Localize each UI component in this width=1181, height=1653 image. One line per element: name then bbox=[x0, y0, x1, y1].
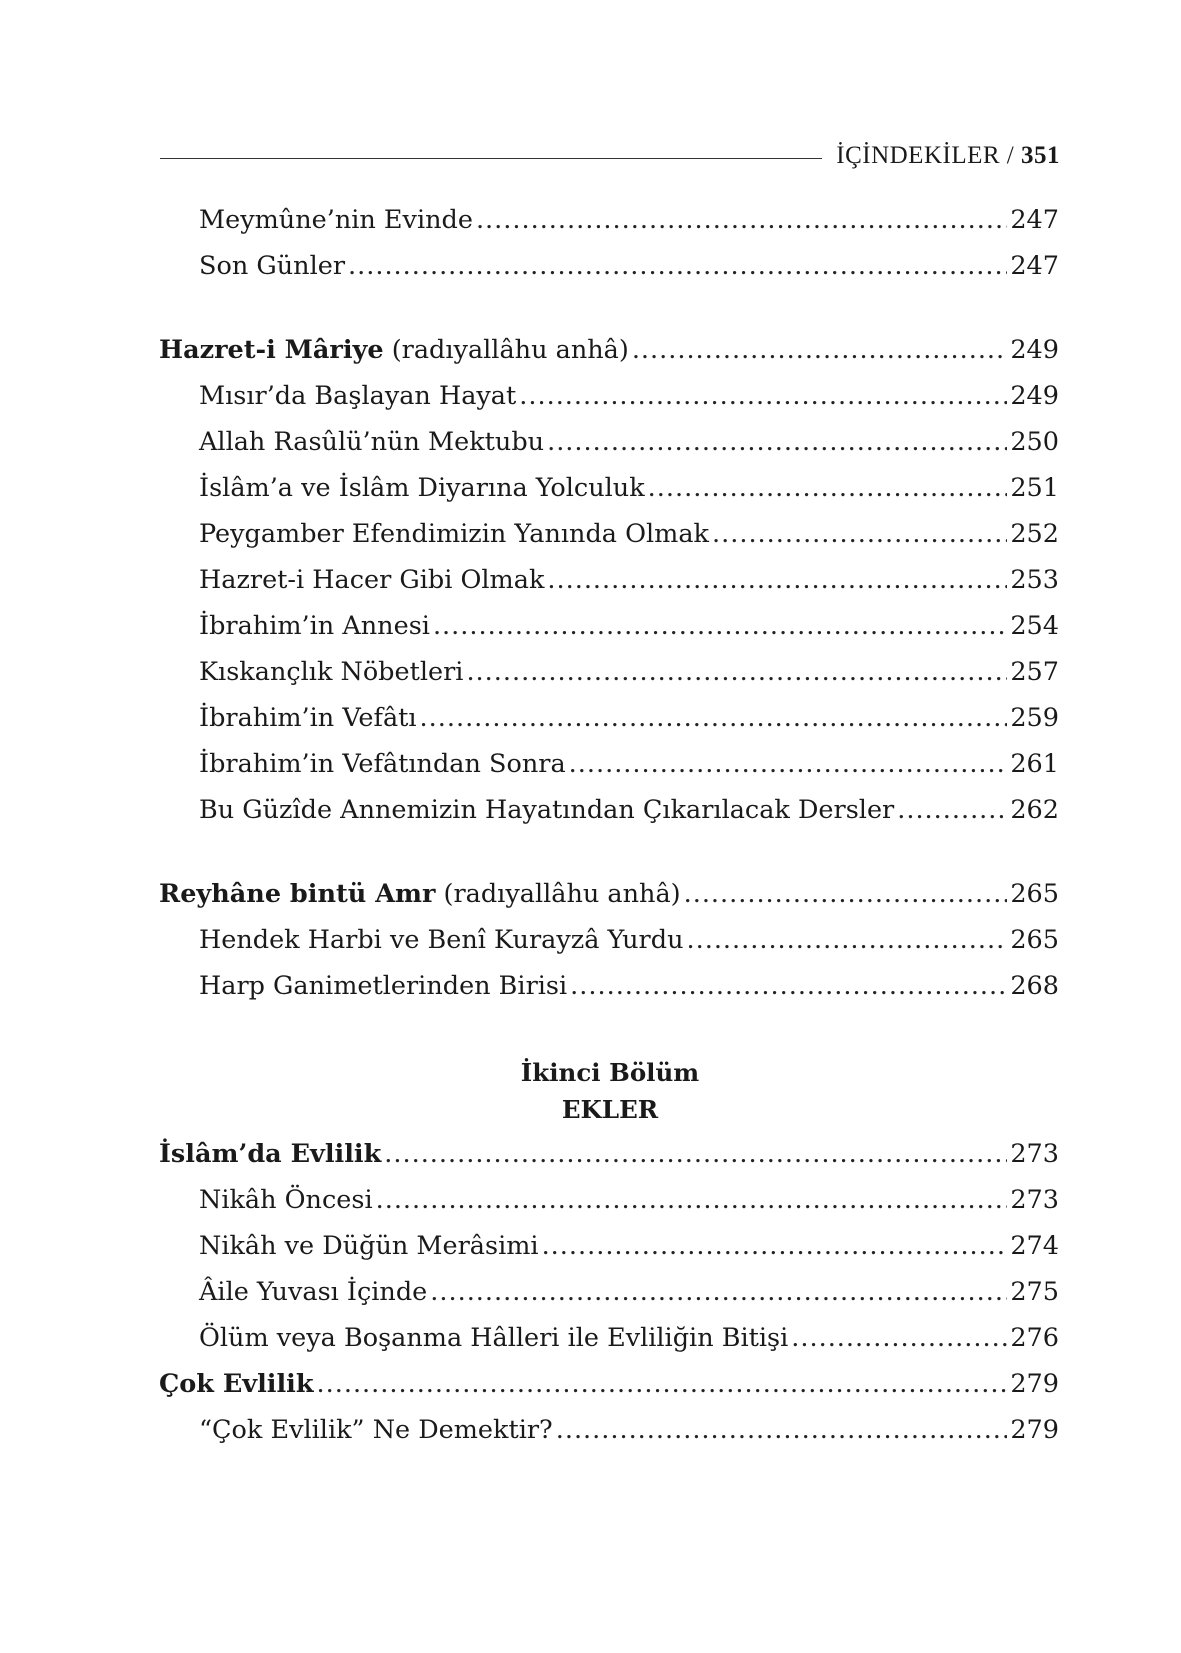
toc-entry bbox=[199, 1272, 1059, 1312]
toc-leader-dots bbox=[420, 698, 1008, 738]
toc-entry bbox=[199, 920, 1059, 960]
header-rule bbox=[160, 158, 822, 159]
toc-leader-dots bbox=[376, 1180, 1008, 1220]
toc-leader-dots bbox=[556, 1410, 1008, 1450]
toc-entry bbox=[199, 514, 1059, 554]
toc-entry-page: 259 bbox=[1010, 703, 1059, 733]
toc-entry-page: 276 bbox=[1010, 1323, 1059, 1353]
toc-entry-title: Meymûne’nin Evinde bbox=[199, 205, 473, 235]
toc-leader-dots bbox=[632, 330, 1008, 370]
toc-leader-dots bbox=[348, 246, 1007, 286]
toc-entry-title: Âile Yuvası İçinde bbox=[199, 1277, 428, 1307]
toc-entry-page: 265 bbox=[1010, 879, 1059, 909]
header-label: İÇİNDEKİLER / bbox=[836, 142, 1015, 169]
toc-entry bbox=[199, 652, 1059, 692]
toc-entry-title-bold: Hazret-i Mâriye bbox=[159, 335, 384, 365]
toc-entry-page: 247 bbox=[1010, 251, 1059, 281]
toc-entry bbox=[199, 560, 1059, 600]
toc-entry bbox=[199, 422, 1059, 462]
toc-entry-page: 253 bbox=[1010, 565, 1059, 595]
toc-entry-title: İbrahim’in Vefâtı bbox=[199, 703, 417, 733]
toc-chapter-entry bbox=[159, 1134, 1059, 1174]
toc-entry-title: Mısır’da Başlayan Hayat bbox=[199, 381, 517, 411]
toc-entry bbox=[199, 1226, 1059, 1266]
toc-entry-title: Nikâh Öncesi bbox=[199, 1185, 373, 1215]
toc-entry bbox=[199, 1318, 1059, 1358]
toc-entry-page: 252 bbox=[1010, 519, 1059, 549]
toc-entry-title-suffix: (radıyallâhu anhâ) bbox=[383, 335, 629, 365]
toc-entry-page: 279 bbox=[1010, 1415, 1059, 1445]
toc-entry-page: 251 bbox=[1010, 473, 1059, 503]
toc-entry bbox=[199, 246, 1059, 286]
toc-leader-dots bbox=[430, 1272, 1007, 1312]
toc-leader-dots bbox=[684, 874, 1008, 914]
toc-entry bbox=[199, 1180, 1059, 1220]
toc-entry-page: 265 bbox=[1010, 925, 1059, 955]
toc-leader-dots bbox=[542, 1226, 1008, 1266]
toc-chapter-entry bbox=[159, 874, 1059, 914]
toc-chapter-entry bbox=[159, 1364, 1059, 1404]
toc-entry-title-bold: İslâm’da Evlilik bbox=[159, 1139, 382, 1169]
toc-leader-dots bbox=[569, 744, 1008, 784]
toc-entry-title: Bu Güzîde Annemizin Hayatından Çıkarılacak Dersler bbox=[199, 795, 895, 825]
toc-entry-title: Ölüm veya Boşanma Hâlleri ile Evliliğin Bitişi bbox=[199, 1323, 789, 1353]
toc-entry-title: Allah Rasûlü’nün Mektubu bbox=[199, 427, 545, 457]
toc-entry-page: 247 bbox=[1010, 205, 1059, 235]
toc-entry-title: Harp Ganimetlerinden Birisi bbox=[199, 971, 568, 1001]
toc-entry-title-suffix: (radıyallâhu anhâ) bbox=[435, 879, 681, 909]
toc-leader-dots bbox=[570, 966, 1007, 1006]
toc-entry-page: 262 bbox=[1010, 795, 1059, 825]
running-header bbox=[160, 136, 1060, 176]
toc-leader-dots bbox=[433, 606, 1007, 646]
toc-entry-title bbox=[159, 1364, 314, 1404]
toc-leader-dots bbox=[317, 1364, 1008, 1404]
toc-entry-page: 249 bbox=[1010, 381, 1059, 411]
toc-leader-dots bbox=[712, 514, 1007, 554]
toc-entry-page: 250 bbox=[1010, 427, 1059, 457]
toc-entry bbox=[199, 468, 1059, 508]
header-page-number: 351 bbox=[1021, 142, 1060, 169]
toc-entry-page: 261 bbox=[1010, 749, 1059, 779]
toc-entry-title: Nikâh ve Düğün Merâsimi bbox=[199, 1231, 539, 1261]
toc-entry-title: İbrahim’in Annesi bbox=[199, 611, 430, 641]
toc-leader-dots bbox=[547, 422, 1007, 462]
toc-entry bbox=[199, 606, 1059, 646]
toc-entry bbox=[199, 1410, 1059, 1450]
toc-entry-title bbox=[159, 1134, 381, 1174]
toc-entry-page: 273 bbox=[1010, 1185, 1059, 1215]
toc-entry-title: Hendek Harbi ve Benî Kurayzâ Yurdu bbox=[199, 925, 684, 955]
toc-leader-dots bbox=[648, 468, 1008, 508]
toc-entry-title: Peygamber Efendimizin Yanında Olmak bbox=[199, 519, 710, 549]
toc-leader-dots bbox=[384, 1134, 1007, 1174]
toc-entry-page: 257 bbox=[1010, 657, 1059, 687]
toc-entry bbox=[199, 790, 1059, 830]
toc-chapter-entry bbox=[159, 330, 1059, 370]
toc-entry-page: 274 bbox=[1010, 1231, 1059, 1261]
toc-entry-title: Hazret-i Hacer Gibi Olmak bbox=[199, 565, 545, 595]
toc-entry bbox=[199, 698, 1059, 738]
section-name-heading: EKLER bbox=[561, 1095, 659, 1124]
toc-entry bbox=[199, 966, 1059, 1006]
toc-entry-page: 279 bbox=[1010, 1369, 1059, 1399]
header-text bbox=[836, 142, 1060, 170]
toc-leader-dots bbox=[476, 200, 1007, 240]
toc-entry-page: 249 bbox=[1010, 335, 1059, 365]
toc-leader-dots bbox=[519, 376, 1007, 416]
toc-entry-title bbox=[159, 330, 629, 370]
toc-leader-dots bbox=[466, 652, 1007, 692]
toc-entry-page: 254 bbox=[1010, 611, 1059, 641]
toc-entry-title: “Çok Evlilik” Ne Demektir? bbox=[199, 1415, 553, 1445]
toc-entry-page: 273 bbox=[1010, 1139, 1059, 1169]
toc-entry-title-bold: Reyhâne bintü Amr bbox=[159, 879, 436, 909]
section-part-heading: İkinci Bölüm bbox=[520, 1058, 700, 1087]
toc-leader-dots bbox=[687, 920, 1008, 960]
toc-leader-dots bbox=[897, 790, 1007, 830]
toc-entry-title: Son Günler bbox=[199, 251, 346, 281]
toc-entry bbox=[199, 200, 1059, 240]
toc-leader-dots bbox=[791, 1318, 1007, 1358]
toc-entry bbox=[199, 376, 1059, 416]
toc-entry-title: İbrahim’in Vefâtından Sonra bbox=[199, 749, 566, 779]
toc-entry-title: Kıskançlık Nöbetleri bbox=[199, 657, 464, 687]
toc-entry-title bbox=[159, 874, 681, 914]
toc-entry-page: 268 bbox=[1010, 971, 1059, 1001]
toc-entry-title-bold: Çok Evlilik bbox=[159, 1369, 314, 1399]
toc-leader-dots bbox=[547, 560, 1007, 600]
toc-entry-title: İslâm’a ve İslâm Diyarına Yolculuk bbox=[199, 473, 645, 503]
toc-entry-page: 275 bbox=[1010, 1277, 1059, 1307]
toc-entry bbox=[199, 744, 1059, 784]
